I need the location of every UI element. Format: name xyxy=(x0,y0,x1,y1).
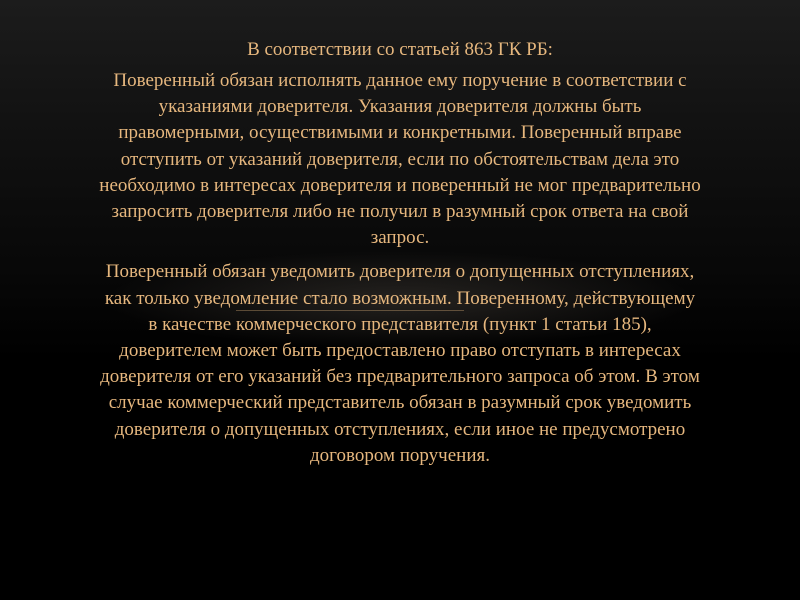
paragraph-1-line: необходимо в интересах доверителя и поверенный не мог предварительно xyxy=(99,174,701,196)
paragraph-1-line: запрос. xyxy=(370,227,430,249)
paragraph-1-line: Поверенный обязан исполнять данное ему поручение в соответствии с xyxy=(113,70,687,91)
paragraph-1-line: запросить доверителя либо не получил в разумный срок ответа на свой xyxy=(111,201,689,223)
paragraph-2-line: доверителя от его указаний без предварительного запроса об этом. В этом xyxy=(100,366,700,388)
paragraph-1-line: отступить от указаний доверителя, если по обстоятельствам дела это xyxy=(120,148,680,170)
paragraph-2-line: договором поручения. xyxy=(310,444,490,466)
paragraph-2-line: Поверенный обязан уведомить доверителя о допущенных отступлениях, xyxy=(105,261,695,283)
paragraph-2-line: доверителем может быть предоставлено право отступать в интересах xyxy=(119,340,681,362)
decorative-divider-line xyxy=(236,310,464,311)
paragraph-2-line: доверителя о допущенных отступлениях, если иное не предусмотрено xyxy=(114,418,686,440)
paragraph-2-line: случае коммерческий представитель обязан в разумный срок уведомить xyxy=(108,392,692,414)
paragraph-1-line: указаниями доверителя. Указания доверителя должны быть xyxy=(158,96,642,118)
paragraph-1-line: правомерными, осуществимыми и конкретными. Поверенный вправе xyxy=(118,122,682,144)
slide-text-body xyxy=(30,38,770,477)
paragraph-1 xyxy=(30,68,770,251)
paragraph-2-line: в качестве коммерческого представителя (пункт 1 статьи 185), xyxy=(148,313,652,335)
paragraph-2-line: как только уведомление стало возможным. Поверенному, действующему xyxy=(104,287,696,309)
slide-heading: В соответствии со статьей 863 ГК РБ: xyxy=(247,39,553,60)
paragraph-2 xyxy=(30,259,770,469)
